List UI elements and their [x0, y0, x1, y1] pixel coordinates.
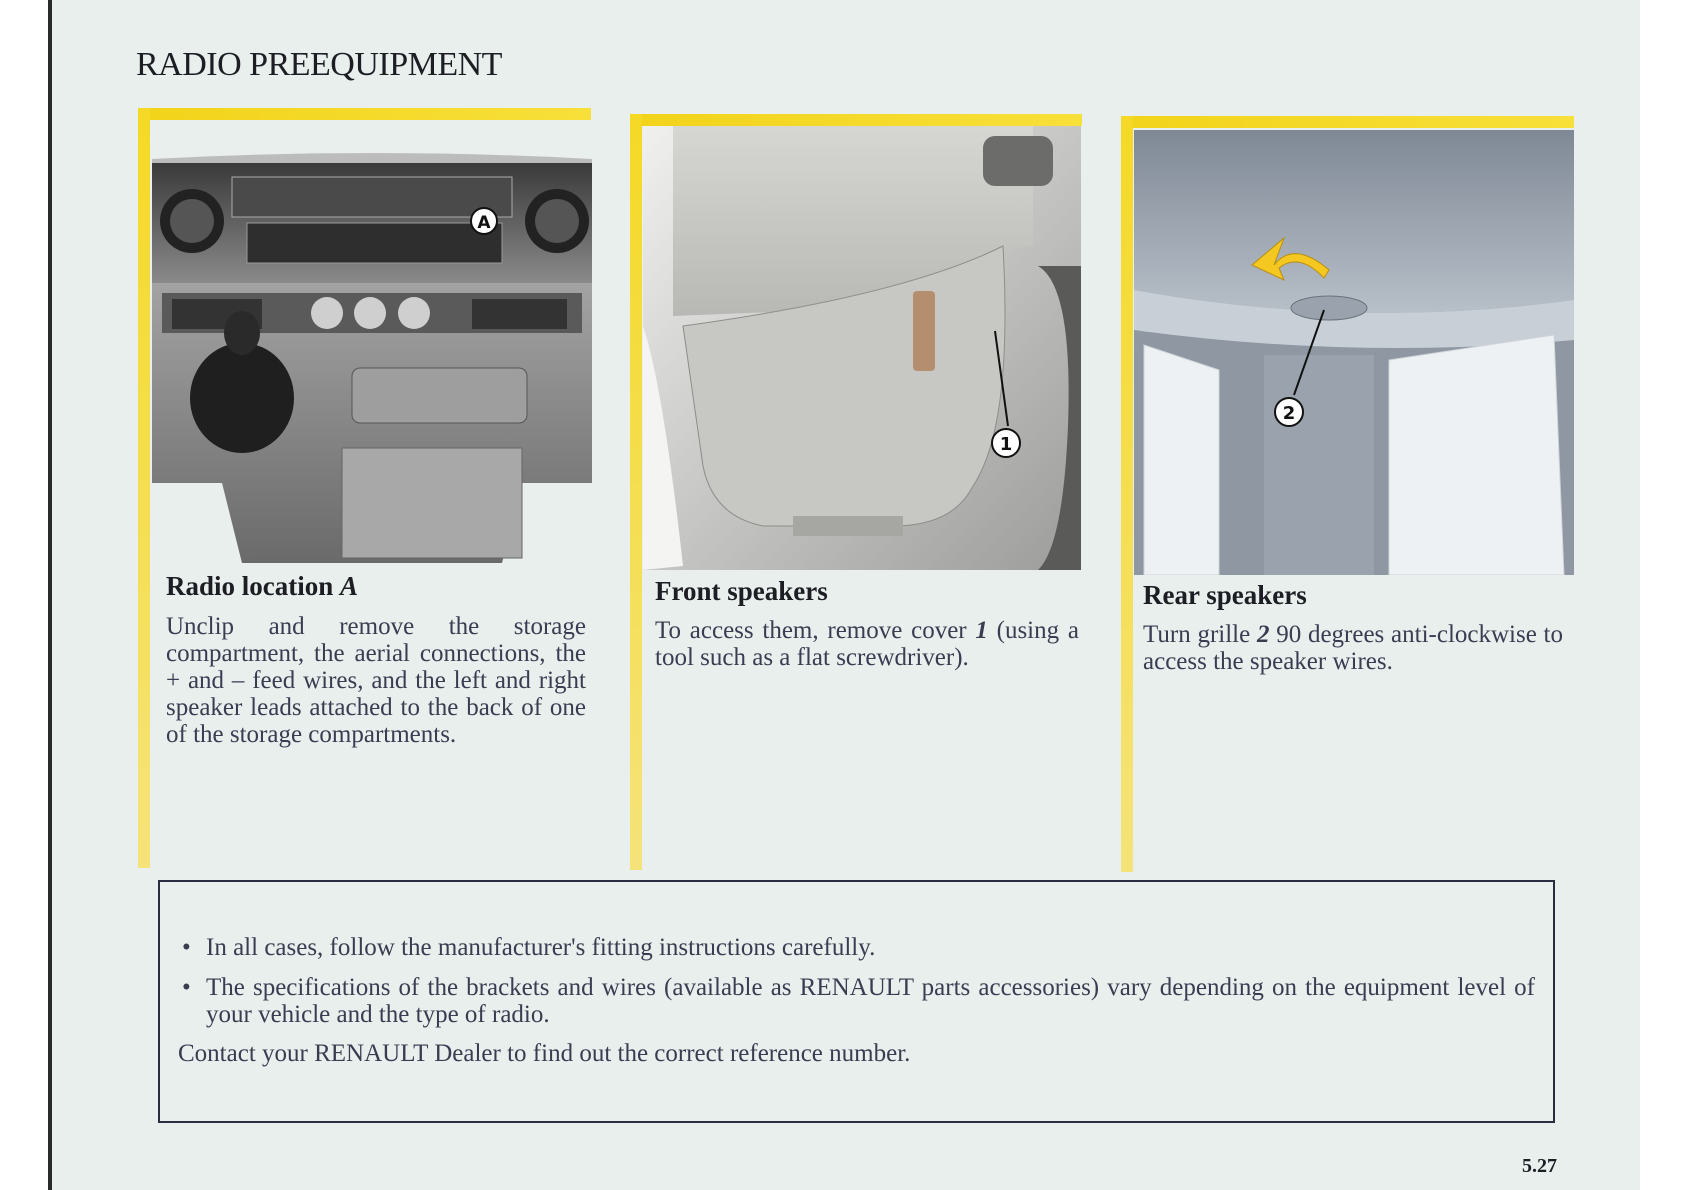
page-number: 5.27: [1522, 1155, 1557, 1177]
heading-location-letter: A: [340, 571, 359, 601]
section-body: Turn grille 2 90 degrees anti-clockwise to access the speaker wires.: [1143, 621, 1563, 675]
section-body: To access them, remove cover 1 (using a tool such as a flat screwdriver).: [655, 617, 1079, 671]
section-front-speakers: [630, 114, 1084, 870]
door-panel-photo: [643, 126, 1081, 570]
grille-ref: 2: [1256, 621, 1270, 648]
section-body: Unclip and remove the storage compartment, the aerial connections, the + and – feed wires, and the left and right speaker leads attached to the back of one of the storage compartments.: [166, 613, 586, 748]
section-heading: [166, 571, 358, 602]
bullet-glyph: •: [182, 934, 191, 961]
callout-2: 2: [1282, 403, 1296, 424]
page-edge: [48, 0, 52, 1190]
page-title: RADIO PREEQUIPMENT: [136, 46, 502, 83]
heading-text: Radio location: [166, 571, 334, 601]
section-heading: Front speakers: [655, 576, 828, 606]
notice-contact: Contact your RENAULT Dealer to find out the correct reference number.: [178, 1040, 911, 1067]
notice-bullet-text: In all cases, follow the manufacturer's fitting instructions carefully.: [206, 934, 876, 961]
callout-1: 1: [999, 434, 1013, 455]
callout-a: A: [477, 213, 491, 233]
dashboard-photo: [152, 153, 592, 565]
section-radio-location: [138, 108, 593, 868]
section-rear-speakers: [1121, 116, 1577, 872]
notice-box: [158, 880, 1555, 1123]
bullet-glyph: •: [182, 974, 191, 1001]
section-heading: Rear speakers: [1143, 580, 1307, 610]
rear-ceiling-photo: [1134, 130, 1574, 575]
cover-ref: 1: [975, 617, 988, 644]
notice-bullet-text: The specifications of the brackets and wires (available as RENAULT parts accessories) vary depending on the equipment level of your vehicle and the type of radio.: [206, 974, 1535, 1028]
